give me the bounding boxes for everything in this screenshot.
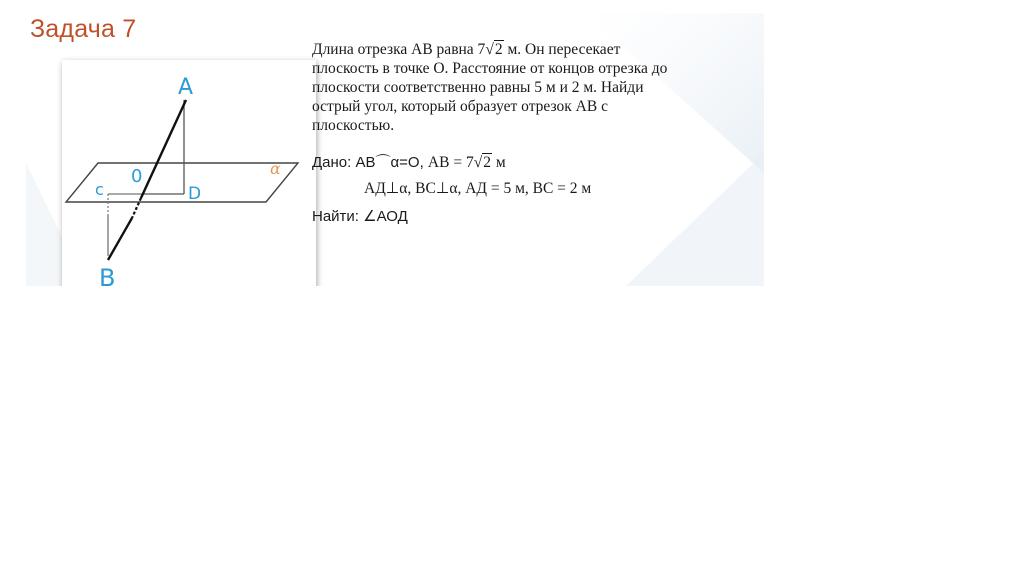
sqrt-radicand: 2 xyxy=(494,41,503,58)
slide-title: Задача 7 xyxy=(30,15,137,43)
label-point-c: c xyxy=(95,180,104,199)
label-plane-alpha: α xyxy=(270,159,281,178)
problem-line-5: плоскостью. xyxy=(312,117,395,134)
geometry-drawing xyxy=(62,60,316,292)
segment-ab-upper xyxy=(141,100,186,198)
problem-line-3: плоскости соответственно равны 5 м и 2 м. Найди xyxy=(312,79,644,96)
problem-text-1b: м. Он пересекает xyxy=(503,41,621,58)
given-row-2: АД⊥α, ВС⊥α, АД = 5 м, ВС = 2 м xyxy=(364,180,592,197)
given-row-1 xyxy=(312,151,506,172)
problem-line-1 xyxy=(312,40,756,59)
find-label: Найти: xyxy=(312,208,359,225)
label-point-a: A xyxy=(178,75,194,100)
find-value: ∠АОД xyxy=(363,208,408,225)
sqrt-symbol: √2 xyxy=(485,41,503,58)
given-condition-1a: АВ⌒α=О, xyxy=(355,154,424,171)
problem-line-2: плоскость в точке О. Расстояние от концов отрезка до xyxy=(312,60,668,77)
geometry-figure xyxy=(62,60,316,292)
label-point-b: B xyxy=(99,264,116,292)
problem-statement xyxy=(312,40,756,135)
find-row xyxy=(312,207,408,225)
given-sqrt-symbol: √2 xyxy=(473,154,491,171)
given-label: Дано: xyxy=(312,154,352,171)
segment-ab-hidden xyxy=(132,198,141,218)
problem-text-1a: Длина отрезка АВ равна 7 xyxy=(312,41,486,58)
given-condition-1-unit: м xyxy=(491,154,506,171)
given-condition-1b: АВ = 7 xyxy=(427,154,474,171)
label-point-o: 0 xyxy=(131,166,143,187)
segment-ab-lower xyxy=(108,218,132,260)
given-sqrt-radicand: 2 xyxy=(483,154,491,171)
label-point-d: D xyxy=(188,184,202,204)
slide xyxy=(26,13,764,292)
problem-line-4: острый угол, который образует отрезок АВ с xyxy=(312,98,608,115)
